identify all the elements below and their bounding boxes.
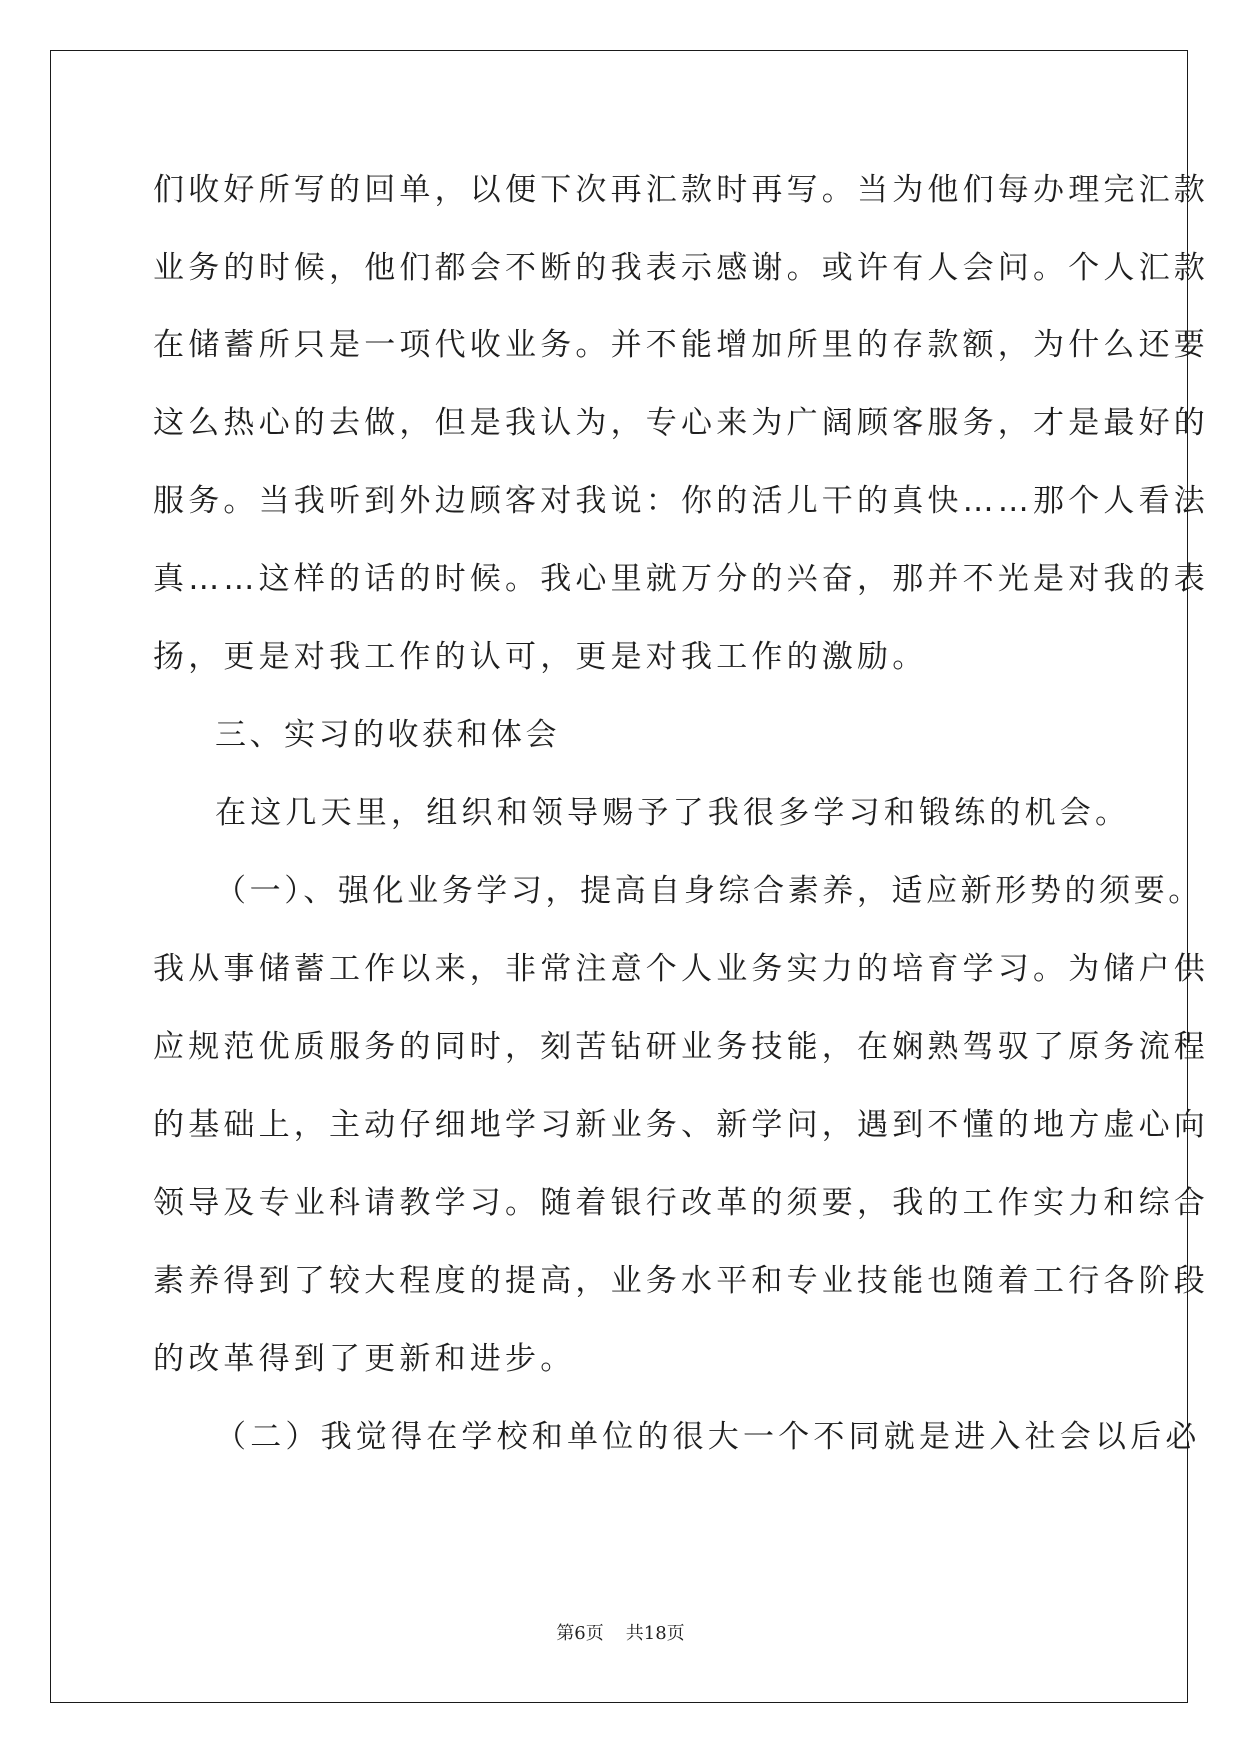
body-line: 这么热心的去做，但是我认为，专心来为广阔顾客服务，才是最好的 xyxy=(153,405,1209,441)
section-heading: 三、实习的收获和体会 xyxy=(215,717,560,753)
page-number: 第6页 xyxy=(556,1623,604,1644)
paragraph-first-line: 在这几天里，组织和领导赐予了我很多学习和锻练的机会。 xyxy=(215,795,1131,831)
page-total: 共18页 xyxy=(625,1623,685,1644)
body-line: 素养得到了较大程度的提高，业务水平和专业技能也随着工行各阶段 xyxy=(153,1263,1209,1299)
body-line: 业务的时候，他们都会不断的我表示感谢。或许有人会问。个人汇款 xyxy=(153,250,1209,286)
body-line: 领导及专业科请教学习。随着银行改革的须要，我的工作实力和综合 xyxy=(153,1185,1209,1221)
body-line: 在储蓄所只是一项代收业务。并不能增加所里的存款额，为什么还要 xyxy=(153,327,1209,363)
subsection-heading: （一）、强化业务学习，提高自身综合素养，适应新形势的须要。 xyxy=(215,873,1203,909)
body-line: 真……这样的话的时候。我心里就万分的兴奋，那并不光是对我的表 xyxy=(153,561,1209,597)
body-line: 的改革得到了更新和进步。 xyxy=(153,1341,576,1377)
body-line: 服务。当我听到外边顾客对我说：你的活儿干的真快……那个人看法 xyxy=(153,483,1209,519)
body-line: 应规范优质服务的同时，刻苦钻研业务技能，在娴熟驾驭了原务流程 xyxy=(153,1029,1209,1065)
body-line: 我从事储蓄工作以来，非常注意个人业务实力的培育学习。为储户供 xyxy=(153,951,1209,987)
subsection-heading: （二）我觉得在学校和单位的很大一个不同就是进入社会以后必 xyxy=(215,1419,1201,1455)
page-footer xyxy=(0,1622,1241,1646)
body-line: 的基础上，主动仔细地学习新业务、新学问，遇到不懂的地方虚心向 xyxy=(153,1107,1209,1143)
body-line: 扬，更是对我工作的认可，更是对我工作的激励。 xyxy=(153,639,928,675)
body-line: 们收好所写的回单，以便下次再汇款时再写。当为他们每办理完汇款 xyxy=(153,172,1209,208)
